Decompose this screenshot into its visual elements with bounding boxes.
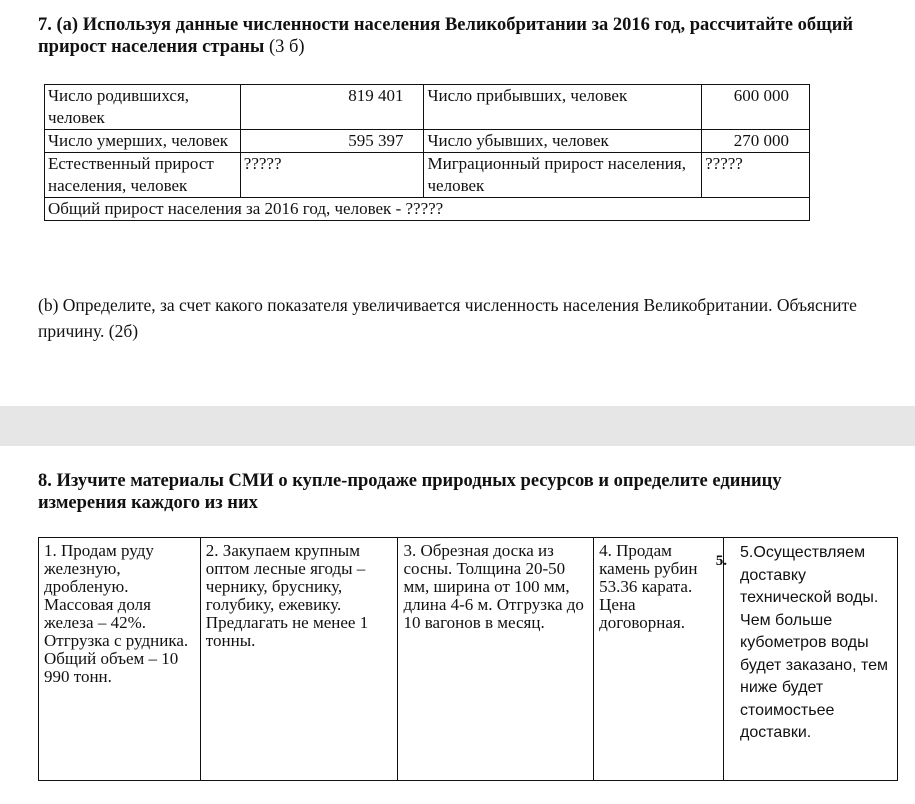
ad-cell-3: 3. Обрезная доска из сосны. Толщина 20-50 мм, ширина от 100 мм, длина 4-6 м. Отгрузка до 10 вагонов в месяц. bbox=[398, 538, 594, 781]
ad-cell-4-text: 4. Продам камень рубин 53.36 карата. Цена договорная. bbox=[599, 541, 698, 632]
born-value: 819 401 bbox=[240, 85, 424, 130]
migration-growth-label: Миграционный прирост населения, человек bbox=[424, 153, 702, 198]
question-7-points: (3 б) bbox=[268, 37, 305, 57]
ad-cell-1: 1. Продам руду железную, дробленую. Массовая доля железа – 42%. Отгрузка с рудника. Общий объем – 10 990 тонн. bbox=[39, 538, 201, 781]
arrived-label: Число прибывших, человек bbox=[424, 85, 702, 130]
departed-value: 270 000 bbox=[702, 130, 810, 153]
ad-cell-2: 2. Закупаем крупным оптом лесные ягоды – чернику, бруснику, голубику, ежевику. Предлагать не менее 1 тонны. bbox=[200, 538, 398, 781]
question-8-title: 8. Изучите материалы СМИ о купле-продаже природных ресурсов и определите единицу измерения каждого из них bbox=[38, 471, 782, 513]
table-row bbox=[45, 85, 810, 130]
page-divider bbox=[0, 406, 915, 446]
question-7-title-text: 7. (а) Используя данные численности населения Великобритании за 2016 год, рассчитайте общий прирост населения страны bbox=[38, 15, 854, 57]
question-7-part-b: (b) Определите, за счет какого показателя увеличивается численность населения Великобритании. Объясните причину. (2б) bbox=[38, 295, 857, 341]
table-row bbox=[39, 538, 898, 781]
table-row bbox=[45, 153, 810, 198]
natural-growth-label: Естественный прирост населения, человек bbox=[45, 153, 241, 198]
ads-table bbox=[38, 537, 898, 781]
arrived-value: 600 000 bbox=[702, 85, 810, 130]
ad-cell-4 bbox=[594, 538, 728, 781]
table-row bbox=[45, 198, 810, 221]
population-table bbox=[44, 84, 810, 221]
died-label: Число умерших, человек bbox=[45, 130, 241, 153]
stray-number: 5. bbox=[715, 553, 728, 569]
total-growth-label: Общий прирост населения за 2016 год, человек - ????? bbox=[45, 198, 810, 221]
ad-cell-5: 5.Осуществляем доставку технической воды. Чем больше кубометров воды будет заказано, тем ниже будет стоимостьее доставки. bbox=[724, 538, 898, 781]
departed-label: Число убывших, человек bbox=[424, 130, 702, 153]
natural-growth-value: ????? bbox=[240, 153, 424, 198]
migration-growth-value: ????? bbox=[702, 153, 810, 198]
question-7-title bbox=[38, 14, 868, 58]
born-label: Число родившихся, человек bbox=[45, 85, 241, 130]
died-value: 595 397 bbox=[240, 130, 424, 153]
table-row bbox=[45, 130, 810, 153]
